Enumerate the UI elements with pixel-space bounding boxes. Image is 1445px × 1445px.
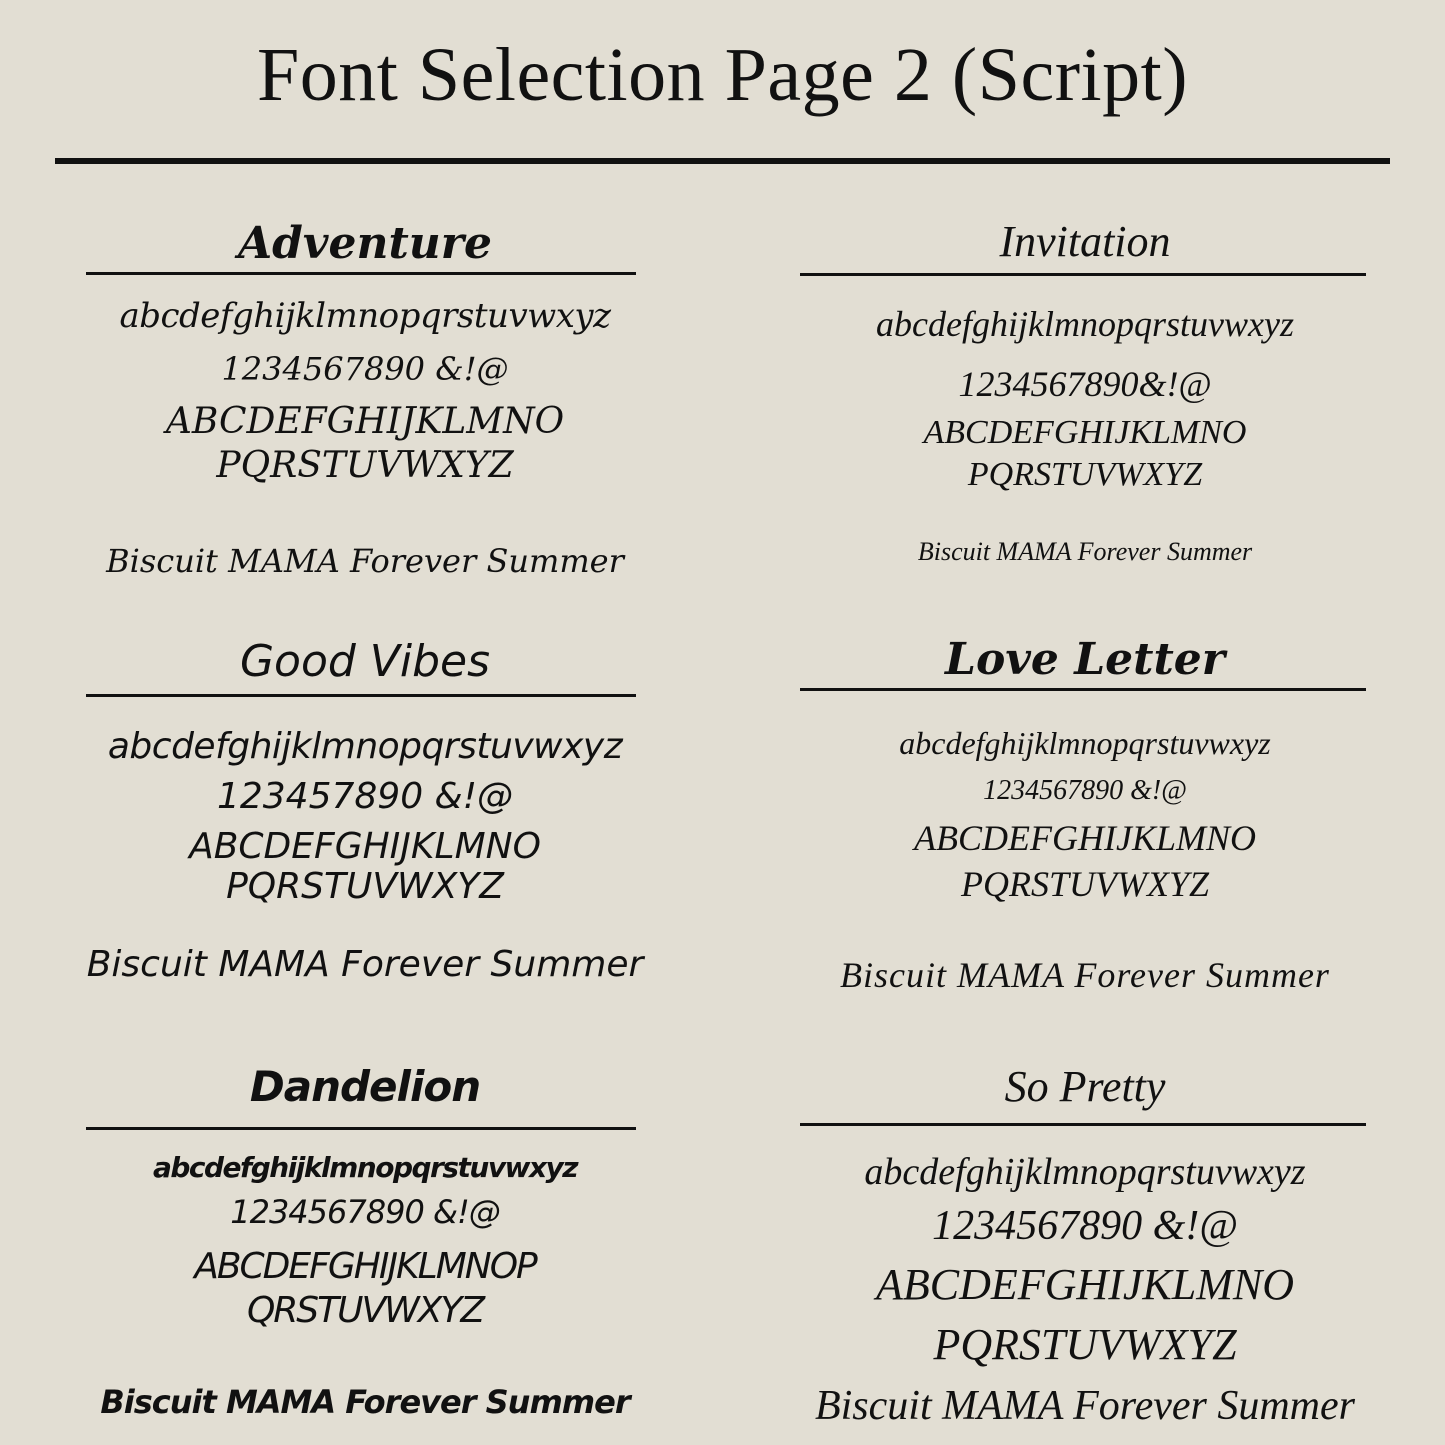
uppercase-sample-2: PQRSTUVWXYZ [933,1320,1237,1369]
font-panel-so-pretty [735,1055,1435,1440]
phrase-sample: Biscuit MAMA Forever Summer [106,542,624,580]
uppercase-sample-1: ABCDEFGHIJKLMNO [165,401,565,442]
uppercase-sample-2: QRSTUVWXYZ [246,1290,484,1331]
uppercase-sample-2: PQRSTUVWXYZ [226,866,504,907]
numbers-sample: 123457890 &!@ [216,776,514,817]
numbers-sample: 1234567890 &!@ [230,1193,500,1231]
font-panel-adventure [20,210,710,610]
font-panel-love-letter [735,630,1435,1010]
uppercase-sample-2: PQRSTUVWXYZ [967,456,1203,493]
numbers-sample: 1234567890 &!@ [983,775,1187,806]
font-name-divider [800,688,1366,691]
phrase-sample: Biscuit MAMA Forever Summer [814,1383,1356,1429]
page-title: Font Selection Page 2 (Script) [256,33,1189,117]
font-name-divider [86,272,636,275]
font-name: Love Letter [945,634,1225,685]
font-panel-invitation [735,210,1435,610]
uppercase-sample-1: ABCDEFGHIJKLMNO [189,826,541,867]
uppercase-sample-2: PQRSTUVWXYZ [960,864,1209,904]
font-name: Invitation [999,217,1171,266]
phrase-sample: Biscuit MAMA Forever Summer [86,944,644,985]
font-name-divider [86,1127,636,1130]
font-panel-dandelion [20,1055,710,1440]
lowercase-sample: abcdefghijklmnopqrstuvwxyz [899,725,1271,761]
phrase-sample: Biscuit MAMA Forever Summer [100,1383,630,1421]
lowercase-sample: abcdefghijklmnopqrstuvwxyz [152,1151,578,1184]
uppercase-sample-1: ABCDEFGHIJKLMNOP [194,1246,536,1287]
font-name-divider [86,694,636,697]
numbers-sample: 1234567890 &!@ [221,350,509,388]
font-name: Good Vibes [239,636,491,687]
font-name: So Pretty [1004,1062,1166,1111]
title-divider [55,158,1390,164]
lowercase-sample: abcdefghijklmnopqrstuvwxyz [119,296,611,336]
uppercase-sample-1: ABCDEFGHIJKLMNO [876,1260,1294,1309]
numbers-sample: 1234567890&!@ [958,364,1212,404]
lowercase-sample: abcdefghijklmnopqrstuvwxyz [107,726,623,767]
font-name: Adventure [238,218,492,269]
font-name-divider [800,273,1366,276]
phrase-sample: Biscuit MAMA Forever Summer [840,955,1330,995]
font-panel-good-vibes [20,630,710,1010]
lowercase-sample: abcdefghijklmnopqrstuvwxyz [876,304,1294,344]
phrase-sample: Biscuit MAMA Forever Summer [917,537,1253,566]
font-name: Dandelion [249,1062,481,1111]
uppercase-sample-2: PQRSTUVWXYZ [216,445,514,486]
uppercase-sample-1: ABCDEFGHIJKLMNO [923,414,1247,451]
numbers-sample: 1234567890 &!@ [932,1203,1238,1249]
lowercase-sample: abcdefghijklmnopqrstuvwxyz [864,1151,1306,1193]
font-name-divider [800,1123,1366,1126]
uppercase-sample-1: ABCDEFGHIJKLMNO [914,818,1256,858]
